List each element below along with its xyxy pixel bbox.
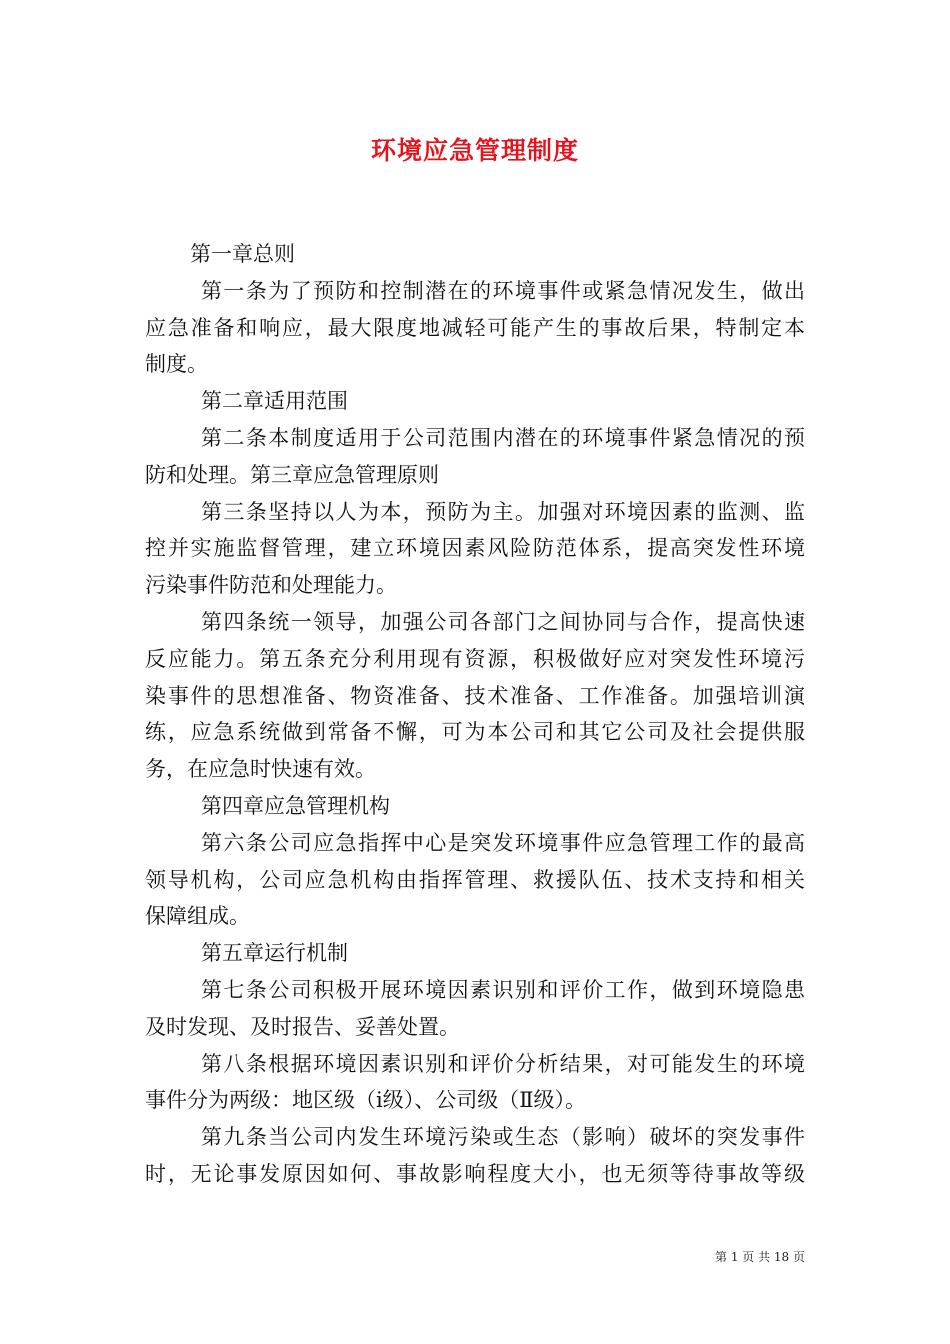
text-line: 务，在应急时快速有效。 [145,757,376,782]
document-body [145,236,805,1193]
chapter-heading: 第一章总则 [190,242,295,266]
text-line: 第七条公司积极开展环境因素识别和评价工作，做到环境隐患 [201,977,805,1002]
text-line: 防和处理。第三章应急管理原则 [145,462,439,487]
text-line: 染事件的思想准备、物资准备、技术准备、工作准备。加强培训演 [145,683,805,708]
text-line: 练，应急系统做到常备不懈，可为本公司和其它公司及社会提供服 [145,720,805,745]
text-line: 第八条根据环境因素识别和评价分析结果，对可能发生的环境 [201,1051,805,1076]
text-line: 第二条本制度适用于公司范围内潜在的环境事件紧急情况的预 [201,425,805,450]
text-line: 第九条当公司内发生环境污染或生态（影响）破坏的突发事件 [201,1125,805,1150]
text-line: 第四条统一领导，加强公司各部门之间协同与合作，提高快速 [201,609,805,634]
text-line: 第六条公司应急指挥中心是突发环境事件应急管理工作的最高 [201,830,805,855]
chapter-heading: 第五章运行机制 [201,941,348,966]
text-line: 第三条坚持以人为本，预防为主。加强对环境因素的监测、监 [201,499,805,524]
text-line: 制度。 [145,352,208,377]
text-line: 反应能力。第五条充分利用现有资源，积极做好应对突发性环境污 [145,646,805,671]
text-line: 控并实施监督管理，建立环境因素风险防范体系，提高突发性环境 [145,536,805,561]
text-line: 及时发现、及时报告、妥善处置。 [145,1014,460,1039]
text-line: 第一条为了预防和控制潜在的环境事件或紧急情况发生，做出 [201,278,805,303]
document-title: 环境应急管理制度 [370,136,579,165]
text-line: 保障组成。 [145,904,250,929]
text-line: 事件分为两级：地区级（ⅰ级）、公司级（Ⅱ级）。 [145,1088,586,1113]
text-line: 污染事件防范和处理能力。 [145,573,397,598]
chapter-heading: 第二章适用范围 [201,389,348,414]
page-number: 第 1 页 共 18 页 [715,1250,805,1264]
chapter-heading: 第四章应急管理机构 [201,793,390,818]
text-line: 应急准备和响应，最大限度地减轻可能产生的事故后果，特制定本 [145,315,805,340]
text-line: 领导机构，公司应急机构由指挥管理、救援队伍、技术支持和相关 [145,867,805,892]
text-line: 时，无论事发原因如何、事故影响程度大小，也无须等待事故等级 [145,1161,805,1186]
